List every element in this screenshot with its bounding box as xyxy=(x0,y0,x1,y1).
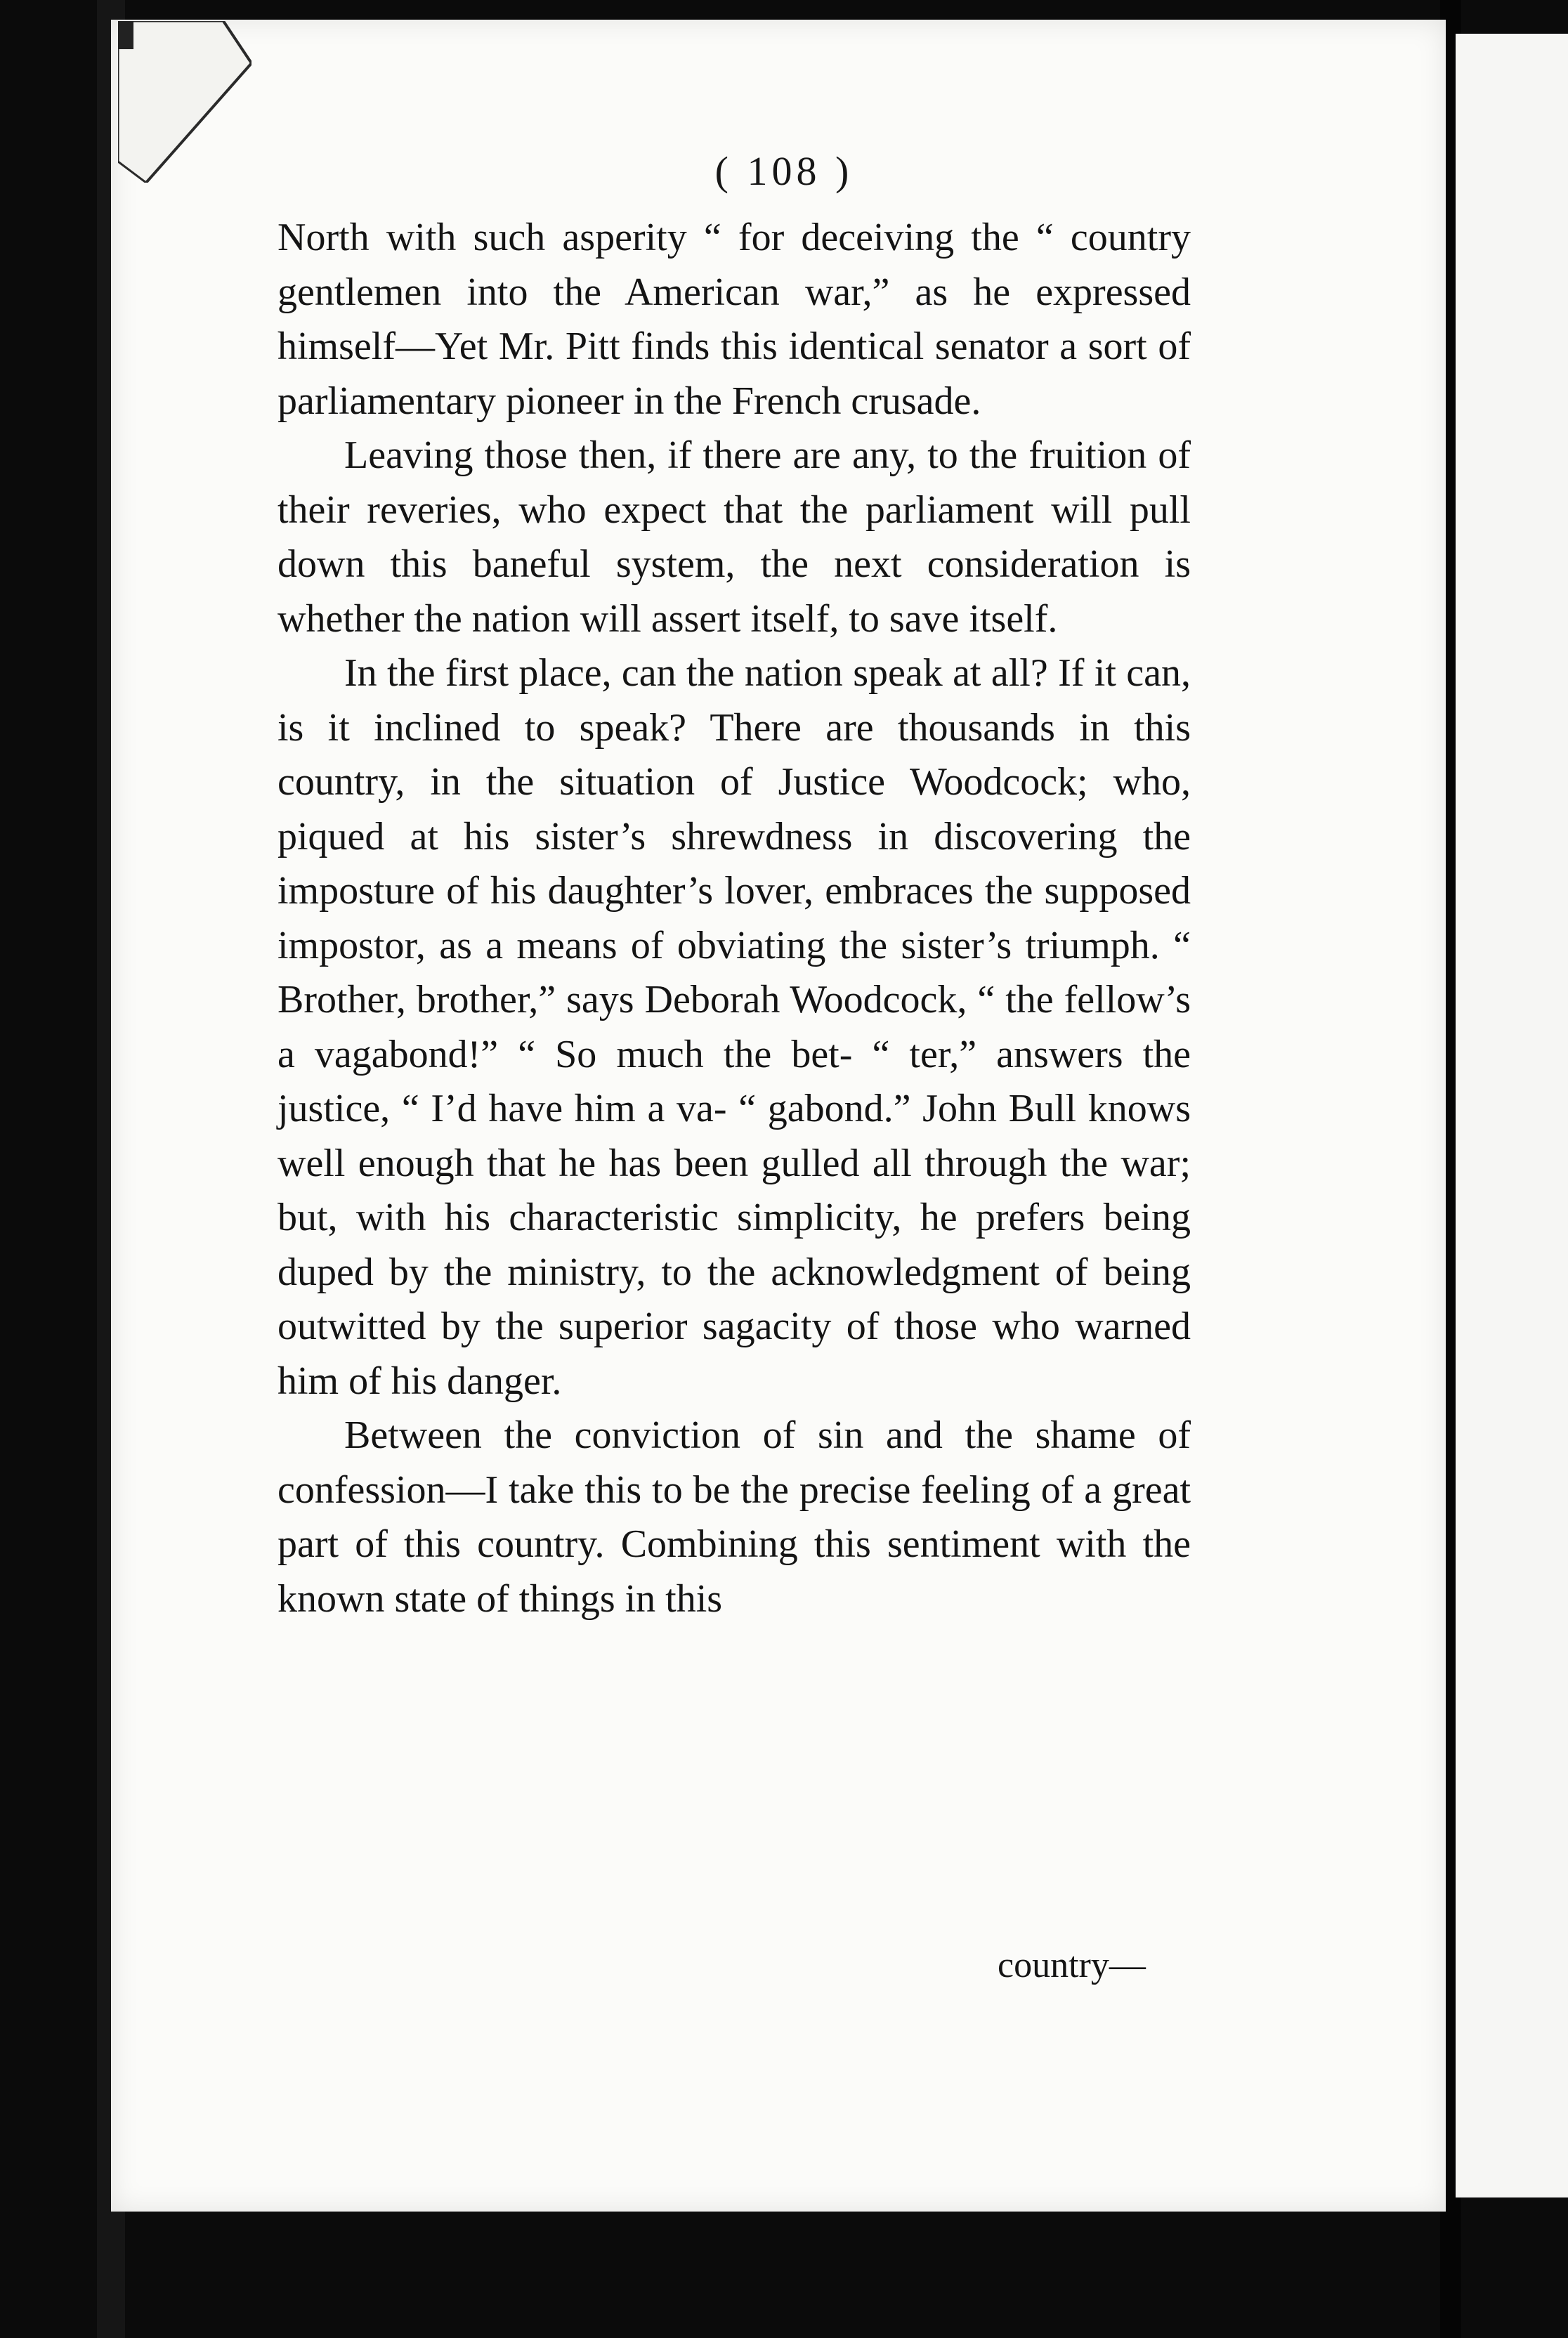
paragraph-1: North with such asperity “ for deceiving the “ country gentlemen into the American war,” as he expressed himself—Yet Mr. Pitt finds this identical senator a sort of parliamentary pioneer in the French crusade. xyxy=(277,216,1191,423)
paragraph-4: Between the conviction of sin and the shame of confession—I take this to be the precise feeling of a great part of this country. Combining this sentiment with the known state of things in this xyxy=(277,1413,1191,1621)
paragraph-2: Leaving those then, if there are any, to the fruition of their reveries, who expect that the parliament will pull down this baneful system, the next consideration is whether the nation will assert itself, to save itself. xyxy=(277,433,1191,641)
page-body-text xyxy=(277,211,1191,1626)
catchword: country— xyxy=(998,1945,1146,1985)
page-number: ( 108 ) xyxy=(714,148,854,194)
paragraph-3: In the first place, can the nation speak at all? If it can, is it inclined to speak? There are thousands in this country, in the situation of Justice Woodcock; who, piqued at his sister’s shrewdness in discovering the imposture of his daughter’s lover, embraces the supposed impostor, as a means of obviating the sister’s triumph. “ Brother, brother,” says Deborah Woodcock, “ the fellow’s a vagabond!” “ So much the bet- “ ter,” answers the justice, “ I’d have him a va- “ gabond.” John Bull knows well enough that he has been gulled all through the war; but, with his characteristic simplicity, he prefers being duped by the ministry, to the acknowledgment of being outwitted by the superior sagacity of those who warned him of his danger. xyxy=(277,651,1191,1403)
facing-page-edge xyxy=(1456,34,1568,2197)
